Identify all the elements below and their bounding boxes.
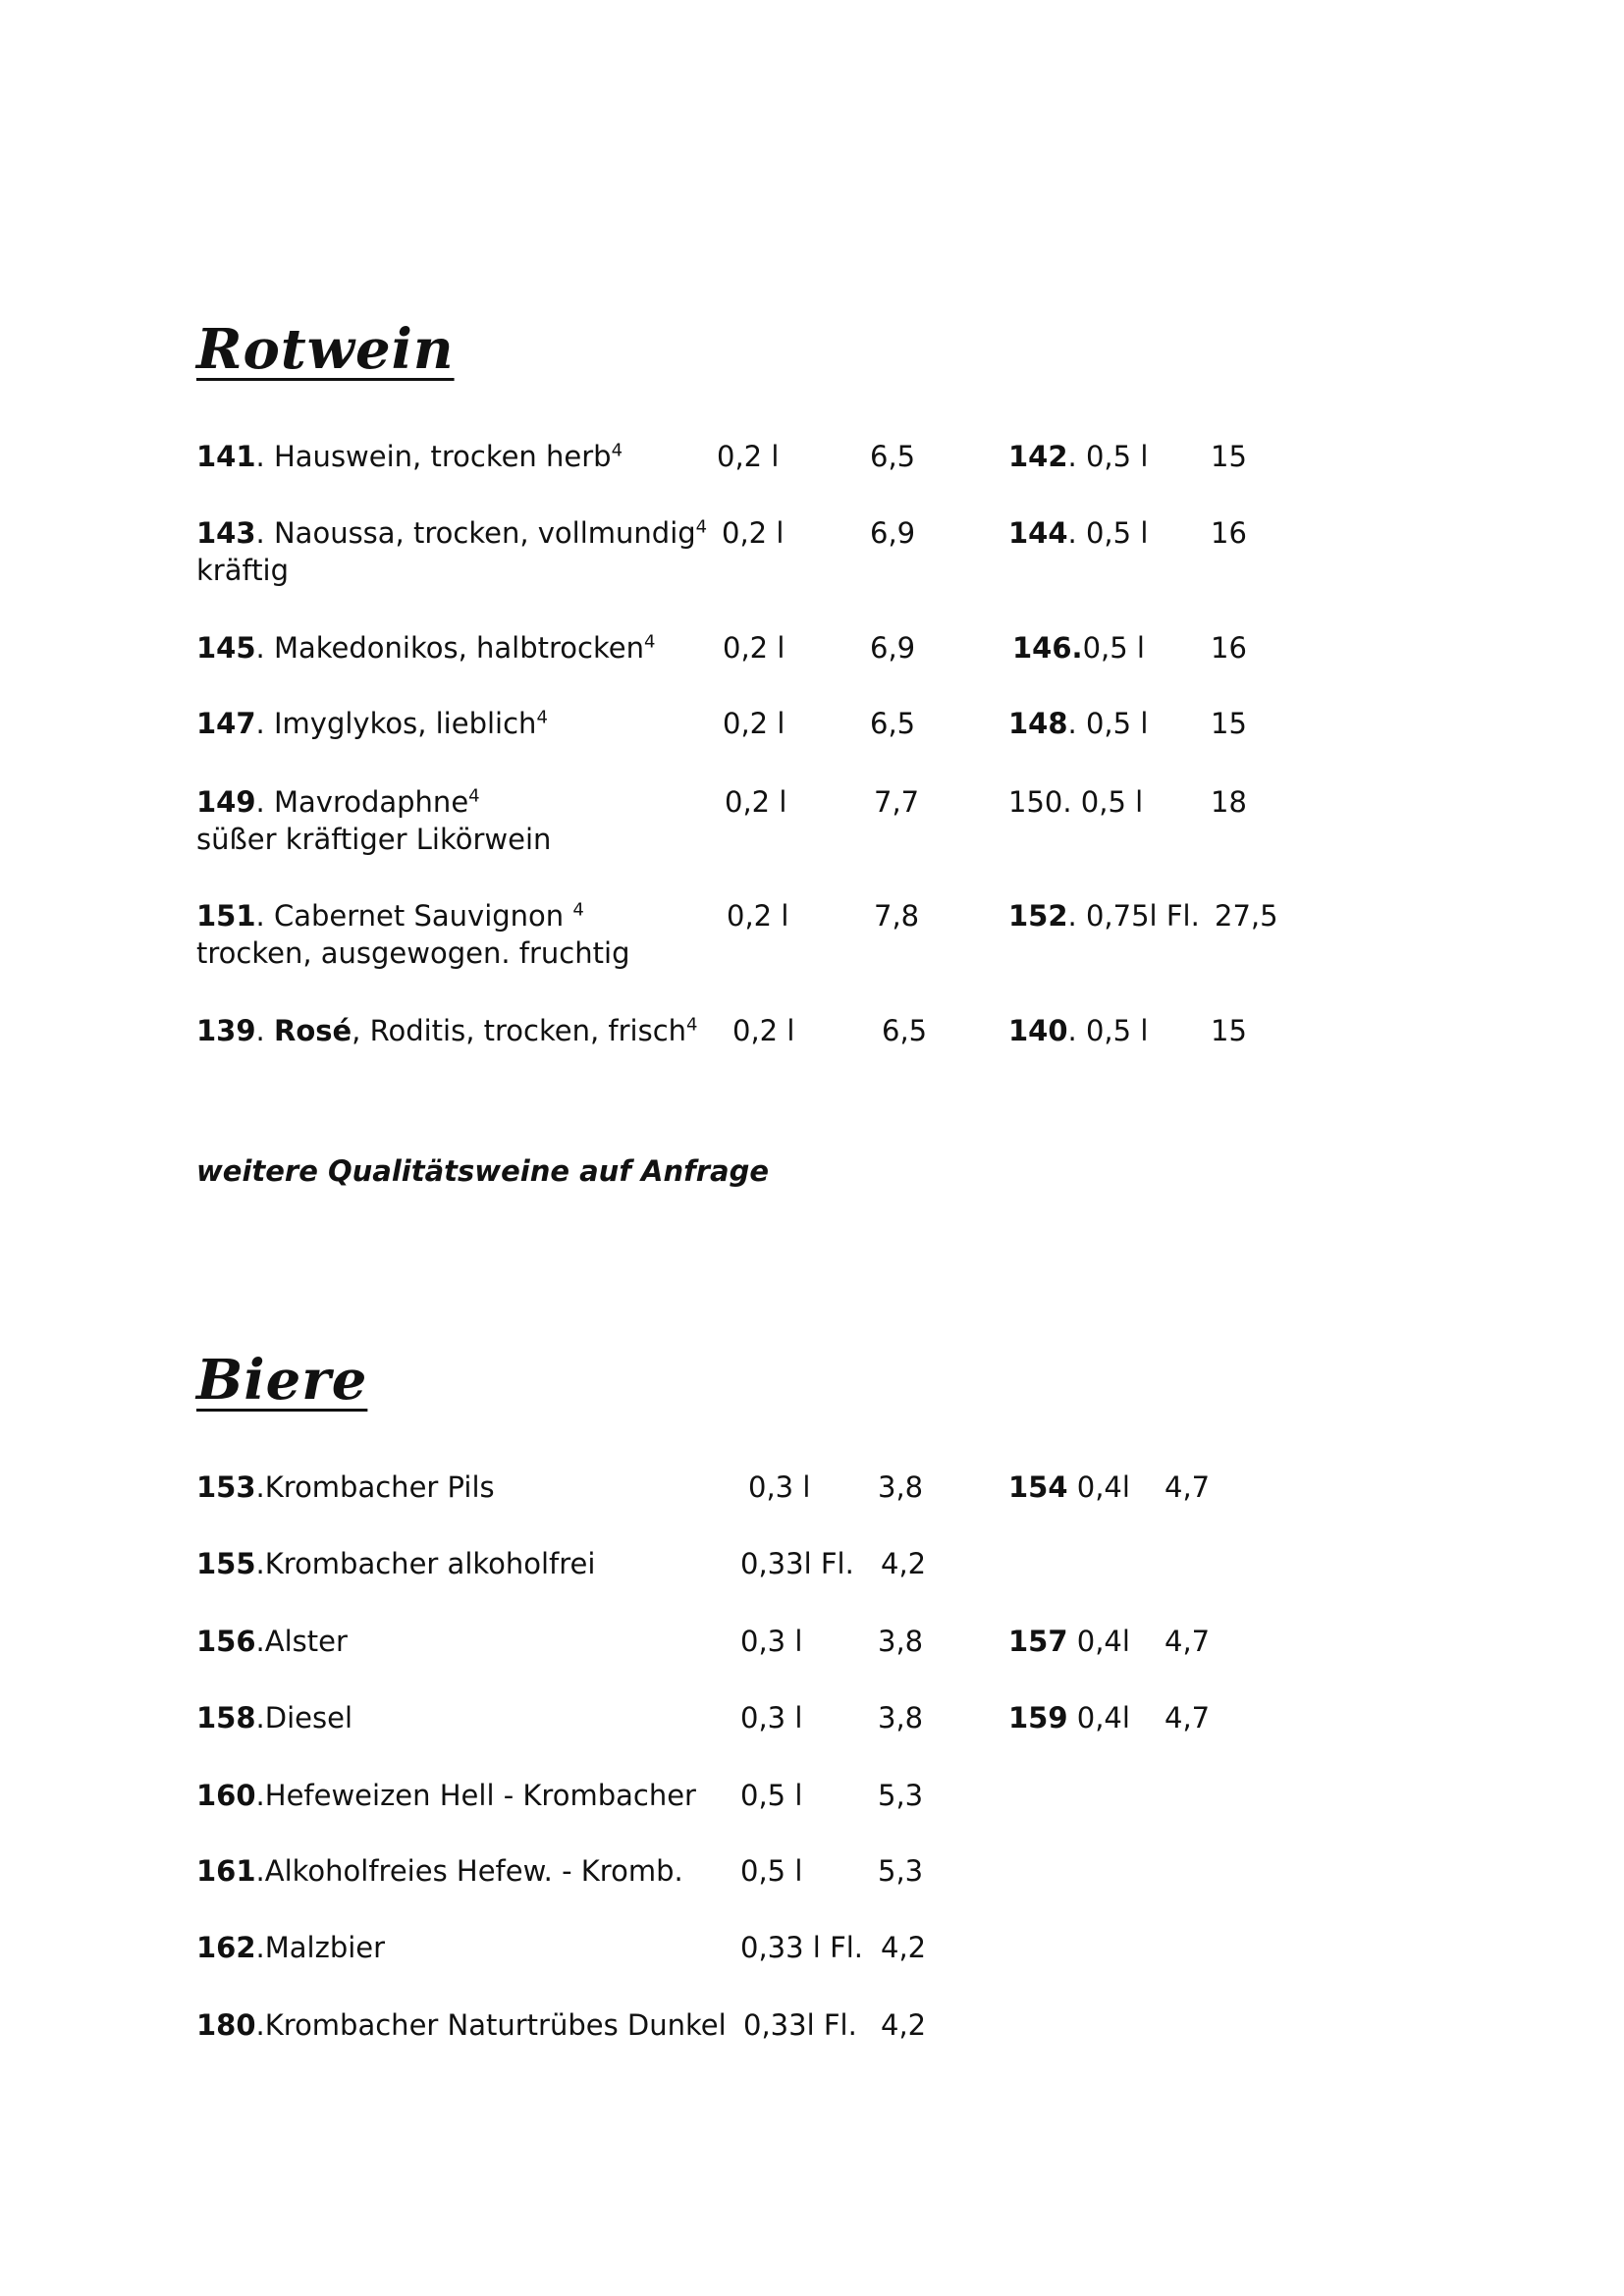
- rotwein-row-147: [0, 705, 1624, 793]
- biere-row-180: [0, 2006, 1624, 2095]
- alt-item-price: 4,7: [1164, 1470, 1211, 1504]
- wine-note: weitere Qualitätsweine auf Anfrage: [196, 1154, 770, 1188]
- item-name: .Alkoholfreies Hefew. - Kromb.: [255, 1854, 683, 1888]
- alt-item-number: 159: [1008, 1701, 1068, 1735]
- item-price: 6,5: [870, 440, 916, 473]
- alt-item-number: 142: [1008, 440, 1068, 473]
- alt-item-price: 4,7: [1164, 1701, 1211, 1735]
- item-price: 4,2: [881, 1931, 927, 1964]
- item-volume: 0,3 l: [740, 1701, 803, 1735]
- item-subtitle: trocken, ausgewogen. fruchtig: [196, 936, 630, 970]
- rotwein-row-139: [0, 1012, 1624, 1100]
- item-description: [196, 1929, 385, 1966]
- alt-item-number: 154: [1008, 1470, 1068, 1504]
- alt-item-volume: 0,75l Fl.: [1076, 899, 1200, 933]
- item-volume: 0,3 l: [748, 1470, 811, 1504]
- alt-item: [1008, 705, 1148, 742]
- alt-item-volume: 0,5 l: [1076, 440, 1149, 473]
- item-separator: .: [255, 440, 265, 473]
- item-separator: .: [255, 631, 265, 665]
- item-number: 139: [196, 1014, 256, 1047]
- item-price: 7,8: [874, 899, 920, 933]
- item-volume: 0,2 l: [732, 1014, 795, 1047]
- item-number: 156: [196, 1625, 256, 1658]
- item-description: [196, 1545, 595, 1582]
- item-number: 158: [196, 1701, 256, 1735]
- alt-item: [1008, 514, 1148, 552]
- item-volume: 0,2 l: [717, 440, 780, 473]
- alt-item-volume: 0,4l: [1067, 1701, 1130, 1735]
- item-volume: 0,33l Fl.: [740, 1547, 854, 1580]
- biere-heading: Biere: [196, 1348, 368, 1413]
- alt-item-price: 15: [1211, 1014, 1247, 1047]
- item-name: Cabernet Sauvignon: [264, 899, 573, 933]
- item-separator: .: [255, 785, 265, 819]
- item-number: 160: [196, 1779, 256, 1812]
- item-volume: 0,2 l: [725, 785, 787, 819]
- alt-item-separator: .: [1071, 631, 1083, 665]
- item-number: 155: [196, 1547, 256, 1580]
- item-name: Hauswein, trocken herb: [264, 440, 612, 473]
- item-number: 180: [196, 2008, 256, 2042]
- item-separator: .: [255, 1014, 274, 1047]
- alt-item-price: 16: [1211, 631, 1247, 665]
- item-price: 6,9: [870, 631, 916, 665]
- footnote-marker: 4: [643, 631, 656, 653]
- item-name: .Alster: [255, 1625, 348, 1658]
- footnote-marker: 4: [686, 1014, 698, 1036]
- biere-row-156: [0, 1623, 1624, 1711]
- item-volume: 0,5 l: [740, 1779, 803, 1812]
- item-description: [196, 897, 629, 972]
- alt-item-number: 140: [1008, 1014, 1068, 1047]
- footnote-marker: 4: [468, 785, 480, 807]
- item-description: [196, 514, 707, 589]
- alt-item: [1008, 1468, 1130, 1506]
- alt-item-separator: .: [1067, 1014, 1077, 1047]
- alt-item: [1008, 1012, 1148, 1049]
- item-separator: .: [255, 899, 265, 933]
- item-volume: 0,33 l Fl.: [740, 1931, 864, 1964]
- item-name: Imyglykos, lieblich: [264, 707, 537, 740]
- item-price: 3,8: [878, 1625, 924, 1658]
- item-name: .Hefeweizen Hell - Krombacher: [255, 1779, 696, 1812]
- footnote-marker: 4: [536, 707, 548, 728]
- item-volume: 0,2 l: [723, 707, 785, 740]
- biere-row-155: [0, 1545, 1624, 1633]
- item-name: Mavrodaphne: [264, 785, 469, 819]
- item-price: 6,9: [870, 516, 916, 550]
- item-name: .Diesel: [255, 1701, 353, 1735]
- item-separator: .: [255, 516, 265, 550]
- item-number: 147: [196, 707, 256, 740]
- alt-item: [1008, 783, 1143, 821]
- item-description: [196, 1777, 696, 1814]
- alt-item-number: 146: [1012, 631, 1072, 665]
- item-name-highlight: Rosé: [273, 1014, 352, 1047]
- item-price: 5,3: [878, 1779, 924, 1812]
- item-price: 4,2: [881, 2008, 927, 2042]
- footnote-marker: 4: [572, 899, 584, 921]
- rotwein-row-143: [0, 514, 1624, 603]
- item-number: 145: [196, 631, 256, 665]
- alt-item-volume: 0,5 l: [1071, 785, 1144, 819]
- item-name: Naoussa, trocken, vollmundig: [264, 516, 696, 550]
- item-price: 6,5: [870, 707, 916, 740]
- item-subtitle: kräftig: [196, 554, 290, 587]
- alt-item-volume: 0,5 l: [1082, 631, 1145, 665]
- item-description: [196, 1699, 352, 1736]
- alt-item: [1008, 1623, 1130, 1660]
- item-name: .Malzbier: [255, 1931, 386, 1964]
- alt-item-volume: 0,4l: [1067, 1470, 1130, 1504]
- item-description: [196, 629, 655, 667]
- item-number: 153: [196, 1470, 256, 1504]
- item-name: Makedonikos, halbtrocken: [264, 631, 644, 665]
- item-subtitle: süßer kräftiger Likörwein: [196, 823, 552, 856]
- alt-item-separator: .: [1067, 899, 1077, 933]
- alt-item-number: 152: [1008, 899, 1068, 933]
- item-price: 3,8: [878, 1470, 924, 1504]
- alt-item: [1012, 629, 1145, 667]
- item-price: 5,3: [878, 1854, 924, 1888]
- alt-item-price: 15: [1211, 707, 1247, 740]
- biere-row-158: [0, 1699, 1624, 1788]
- alt-item-volume: 0,4l: [1067, 1625, 1130, 1658]
- item-number: 141: [196, 440, 256, 473]
- item-description: [196, 1468, 495, 1506]
- item-description: [196, 1852, 683, 1890]
- item-volume: 0,33l Fl.: [743, 2008, 857, 2042]
- alt-item-separator: .: [1067, 516, 1077, 550]
- item-name: .Krombacher Pils: [255, 1470, 495, 1504]
- biere-row-161: [0, 1852, 1624, 1941]
- alt-item-separator: .: [1067, 440, 1077, 473]
- item-description: [196, 705, 548, 742]
- footnote-marker: 4: [611, 440, 623, 461]
- item-description: [196, 2006, 727, 2044]
- item-price: 3,8: [878, 1701, 924, 1735]
- footnote-marker: 4: [695, 516, 708, 538]
- item-description: [196, 438, 623, 475]
- alt-item-price: 18: [1211, 785, 1247, 819]
- item-number: 162: [196, 1931, 256, 1964]
- item-price: 7,7: [874, 785, 920, 819]
- alt-item-volume: 0,5 l: [1076, 516, 1149, 550]
- alt-item-number: 144: [1008, 516, 1068, 550]
- item-volume: 0,3 l: [740, 1625, 803, 1658]
- alt-item-price: 15: [1211, 440, 1247, 473]
- item-number: 151: [196, 899, 256, 933]
- item-name: .Krombacher alkoholfrei: [255, 1547, 596, 1580]
- biere-row-162: [0, 1929, 1624, 2017]
- item-price: 4,2: [881, 1547, 927, 1580]
- rotwein-heading: Rotwein: [196, 317, 455, 382]
- item-volume: 0,2 l: [727, 899, 789, 933]
- alt-item: [1008, 897, 1200, 934]
- alt-item-number: 157: [1008, 1625, 1068, 1658]
- item-volume: 0,5 l: [740, 1854, 803, 1888]
- alt-item-number: 150.: [1008, 785, 1072, 819]
- alt-item-price: 4,7: [1164, 1625, 1211, 1658]
- item-volume: 0,2 l: [722, 516, 785, 550]
- alt-item-price: 27,5: [1215, 899, 1278, 933]
- biere-row-153: [0, 1468, 1624, 1557]
- item-number: 149: [196, 785, 256, 819]
- item-separator: .: [255, 707, 265, 740]
- alt-item-volume: 0,5 l: [1076, 707, 1149, 740]
- item-price: 6,5: [882, 1014, 928, 1047]
- item-volume: 0,2 l: [723, 631, 785, 665]
- item-name: , Roditis, trocken, frisch: [352, 1014, 687, 1047]
- item-number: 143: [196, 516, 256, 550]
- alt-item-volume: 0,5 l: [1076, 1014, 1149, 1047]
- item-description: [196, 783, 551, 858]
- alt-item: [1008, 1699, 1130, 1736]
- alt-item-price: 16: [1211, 516, 1247, 550]
- alt-item-separator: .: [1067, 707, 1077, 740]
- item-description: [196, 1012, 697, 1049]
- alt-item-number: 148: [1008, 707, 1068, 740]
- rotwein-row-151: [0, 897, 1624, 986]
- item-name: .Krombacher Naturtrübes Dunkel: [255, 2008, 727, 2042]
- rotwein-row-141: [0, 438, 1624, 526]
- alt-item: [1008, 438, 1148, 475]
- rotwein-row-149: [0, 783, 1624, 872]
- item-number: 161: [196, 1854, 256, 1888]
- item-description: [196, 1623, 348, 1660]
